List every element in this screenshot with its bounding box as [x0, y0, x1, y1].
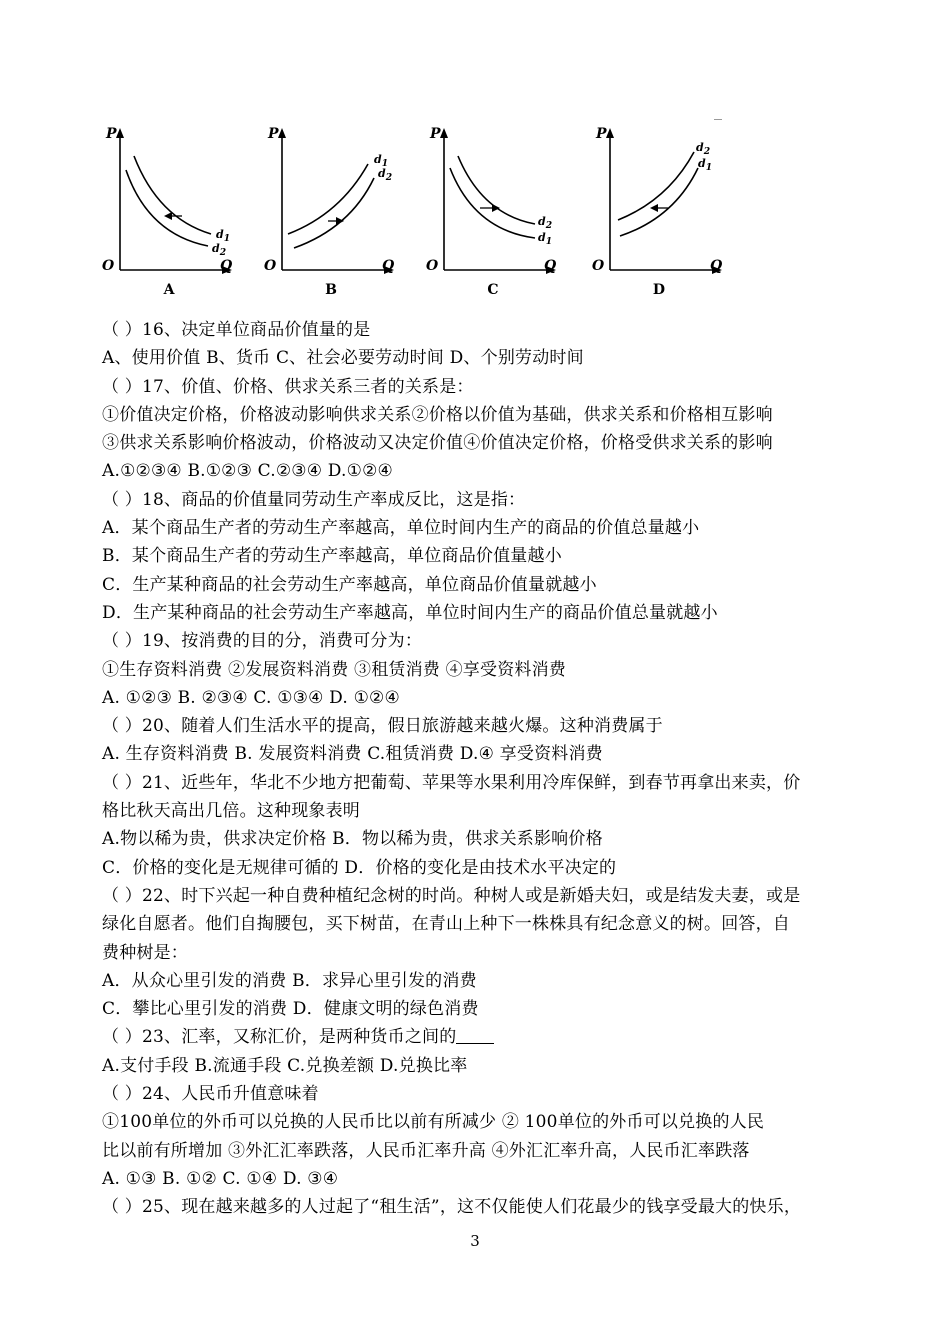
origin-label: O — [264, 258, 277, 274]
curve-label-d1: $d_1$ — [538, 231, 553, 248]
page-number: 3 — [470, 1232, 480, 1250]
curve-label-d1: $d_1$ — [698, 157, 713, 174]
q17-options: A.①②③④ B.①②③ C.②③④ D.①②④ — [102, 461, 393, 482]
q21-options-ab: A.物以稀为贵，供求决定价格 B．物以稀为贵，供求关系影响价格 — [102, 829, 603, 850]
q18-option-a: A．某个商品生产者的劳动生产率越高，单位时间内生产的商品的价值总量越小 — [102, 518, 700, 539]
q24-stem: （ ）24、人民币升值意味着 — [102, 1084, 319, 1105]
graph-caption: A — [163, 282, 175, 298]
scan-mark — [714, 119, 722, 120]
origin-label: O — [102, 258, 115, 274]
quantity-axis-label: Q — [544, 258, 557, 274]
graph-a — [96, 122, 236, 312]
q22-options-ab: A．从众心里引发的消费 B．求异心里引发的消费 — [102, 970, 477, 991]
curve-label-d2: $d_2$ — [212, 242, 227, 259]
q16-options: A、使用价值 B、货币 C、社会必要劳动时间 D、个别劳动时间 — [102, 348, 584, 369]
q23-stem: （ ）23、汇率，又称汇价，是两种货币之间的 — [102, 1023, 862, 1051]
graph-caption: D — [652, 282, 666, 298]
origin-label: O — [426, 258, 439, 274]
q24-options: A. ①③ B. ①② C. ①④ D. ③④ — [102, 1168, 339, 1189]
q23-options: A.支付手段 B.流通手段 C.兑换差额 D.兑换比率 — [102, 1055, 468, 1076]
q16-stem: （ ）16、决定单位商品价值量的是 — [102, 320, 371, 340]
price-axis-label: P — [430, 126, 441, 142]
q19-stem: （ ）19、按消费的目的分，消费可分为： — [102, 631, 423, 652]
quantity-axis-label: Q — [220, 258, 233, 274]
q18-option-d: D．生产某种商品的社会劳动生产率越高，单位时间内生产的商品价值总量就越小 — [102, 602, 718, 623]
price-axis-label: P — [596, 126, 607, 142]
graph-d — [586, 122, 726, 312]
q20-stem: （ ）20、随着人们生活水平的提高，假日旅游越来越火爆。这种消费属于 — [102, 716, 663, 737]
graph-b — [258, 122, 398, 312]
q22-stem: （ ）22、时下兴起一种自费种植纪念树的时尚。种树人或是新婚夫妇，或是结发夫妻，或是 — [102, 885, 801, 906]
q25-stem: （ ）25、现在越来越多的人过起了“租生活”，这不仅能使人们花最少的钱享受最大的快乐， — [102, 1197, 802, 1218]
q24-statements-1: ①100单位的外币可以兑换的人民币比以前有所减少 ② 100单位的外币可以兑换的人民 — [102, 1112, 765, 1133]
graph-c — [420, 122, 560, 312]
q21-options-cd: C．价格的变化是无规律可循的 D．价格的变化是由技术水平决定的 — [102, 857, 617, 878]
origin-label: O — [592, 258, 605, 274]
q18-option-c: C．生产某种商品的社会劳动生产率越高，单位商品价值量就越小 — [102, 574, 597, 595]
curve-label-d2: $d_2$ — [378, 167, 393, 184]
curve-label-d1: $d_1$ — [374, 153, 389, 170]
q24-statements-2: 比以前有所增加 ③外汇汇率跌落，人民币汇率升高 ④外汇汇率升高，人民币汇率跌落 — [102, 1140, 750, 1161]
q19-options: A. ①②③ B. ②③④ C. ①③④ D. ①②④ — [102, 687, 400, 708]
q17-stem: （ ）17、价值、价格、供求关系三者的关系是： — [102, 376, 474, 397]
q21-stem: （ ）21、近些年，华北不少地方把葡萄、苹果等水果利用冷库保鲜，到春节再拿出来卖，价 — [102, 772, 801, 793]
quantity-axis-label: Q — [382, 258, 395, 274]
answer-blank — [456, 1025, 494, 1044]
curve-label-d1: $d_1$ — [216, 228, 231, 245]
demand-curve-figures — [96, 122, 736, 312]
curve-label-d2: $d_2$ — [696, 141, 711, 158]
graph-c-plot — [420, 122, 560, 282]
q17-statements-2: ③供求关系影响价格波动，价格波动又决定价值④价值决定价格，价格受供求关系的影响 — [102, 433, 773, 454]
q22-options-cd: C．攀比心里引发的消费 D．健康文明的绿色消费 — [102, 999, 479, 1020]
q20-options: A. 生存资料消费 B. 发展资料消费 C.租赁消费 D.④ 享受资料消费 — [102, 744, 603, 765]
q18-option-b: B．某个商品生产者的劳动生产率越高，单位商品价值量越小 — [102, 546, 562, 567]
q22-stem-cont: 绿化自愿者。他们自掏腰包，买下树苗，在青山上种下一株株具有纪念意义的树。回答，自 — [102, 914, 790, 935]
q18-stem: （ ）18、商品的价值量同劳动生产率成反比，这是指： — [102, 489, 526, 510]
graph-caption: C — [487, 282, 499, 298]
q22-stem-end: 费种树是： — [102, 942, 188, 963]
curve-label-d2: $d_2$ — [538, 215, 553, 232]
graph-caption: B — [325, 282, 337, 298]
question-text — [102, 316, 862, 1222]
q21-stem-cont: 格比秋天高出几倍。这种现象表明 — [102, 801, 360, 822]
quantity-axis-label: Q — [710, 258, 723, 274]
price-axis-label: P — [268, 126, 279, 142]
price-axis-label: P — [106, 126, 117, 142]
q19-statements: ①生存资料消费 ②发展资料消费 ③租赁消费 ④享受资料消费 — [102, 659, 567, 680]
q17-statements-1: ①价值决定价格，价格波动影响供求关系②价格以价值为基础，供求关系和价格相互影响 — [102, 404, 773, 425]
graph-b-plot — [258, 122, 398, 282]
